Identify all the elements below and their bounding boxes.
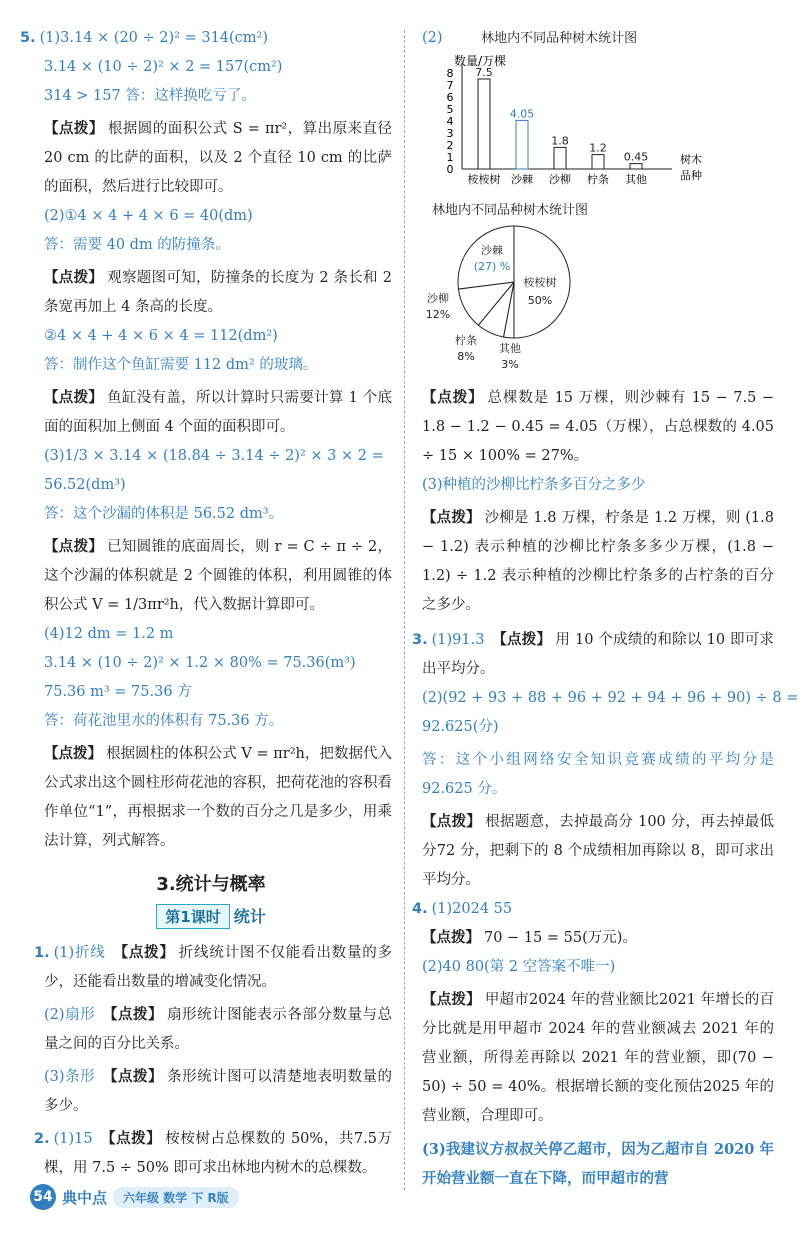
answer-line: 314 > 157 答：这样换吃亏了。 [44,88,256,104]
answer-line: (3)种植的沙柳比柠条多百分之多少 [422,477,646,493]
answer-line: 3.14 × (10 ÷ 2)² × 2 = 157(cm²) [44,59,283,75]
answer-line: (2)40 80(第 2 空答案不唯一) [422,959,616,975]
x-axis-label: 品种 [680,169,702,182]
answer-line: 92.625(分) [422,719,499,735]
question-block: 4. (1)2024 55 [412,901,513,917]
answer-sentence: 答：这个小组网络安全知识竞赛成绩的平均分是 92.625 分。 [422,752,774,797]
lesson-title: 统计 [233,907,266,926]
y-tick-label: 6 [446,91,454,104]
right-column [412,28,799,1197]
brand-logo: 典中点 [62,1188,108,1207]
pie-chart-title: 林地内不同品种树木统计图 [432,203,589,218]
sub-question-label: (2) [422,30,443,46]
y-tick-label: 2 [446,139,454,152]
tip-tag: 【点拨】 [44,121,104,137]
data-label: 1.2 [589,141,607,155]
slice-value: (27) % [473,260,511,273]
answer-line: (2)(92 + 93 + 88 + 96 + 92 + 94 + 96 + 90) ÷ 8 = [422,690,799,706]
x-tick-label: 柠条 [587,173,609,186]
tip-paragraph: 【点拨】 根据圆柱的体积公式 V = πr²h，把数据代入公式求出这个圆柱形荷花池的容积，把荷花池的容积看作单位“1”，再根据求一个数的百分之几是多少，用乘法计算，列式解答。 [44,746,393,849]
answer-line: (2)①4 × 4 + 4 × 6 = 40(dm) [44,208,253,224]
answer-line: 56.52(dm³) [44,477,126,493]
answer-sentence: 答：这个沙漏的体积是 56.52 dm³。 [44,506,284,522]
slice-label: 柠条 [455,334,477,347]
bar [630,164,642,169]
tip-paragraph: 【点拨】 70 − 15 = 55(万元)。 [422,930,637,946]
slice-value: 12% [425,308,451,321]
answer-line: 5. (1)3.14 × (20 ÷ 2)² = 314(cm²) [20,30,269,46]
slice-value: 3% [501,358,519,371]
x-tick-label: 桉桉树 [467,173,501,186]
tip-paragraph: 【点拨】 根据题意，去掉最高分 100 分，再去掉最低分72 分，把剩下的 8 个成绩相加再除以 8，即可求出平均分。 [422,814,774,888]
tip-paragraph: 【点拨】 根据圆的面积公式 S = πr²，算出原来直径 20 cm 的比萨的面积，以及 2 个直径 10 cm 的比萨的面积，然后进行比较即可。 [44,121,392,195]
bar [516,120,528,169]
tip-paragraph: 【点拨】 沙柳是 1.8 万棵，柠条是 1.2 万棵，则 (1.8 − 1.2) 表示种植的沙柳比柠条多多少万棵，(1.8 − 1.2) ÷ 1.2 表示种植的沙柳比柠条多的占柠条的百分之多少。 [422,510,774,613]
pie-slice [458,226,514,289]
y-tick-label: 7 [446,79,454,92]
x-tick-label: 沙棘 [511,173,533,186]
answer-line: (4)12 dm = 1.2 m [44,626,174,642]
tip-paragraph: 【点拨】 甲超市2024 年的营业额比2021 年增长的百分比就是用甲超市 2024 年的营业额减去 2021 年的营业额，所得差再除以 2021 年的营业额，即(70 − 50) ÷ 50 = 40%。根据增长额的变化预估2025 年的营业额，合理即可。 [422,992,774,1124]
page-number: 54 [30,1184,56,1210]
pie-chart [422,220,622,380]
x-tick-label: 其他 [625,173,647,186]
y-tick-label: 4 [446,115,454,128]
tip-paragraph: 【点拨】 鱼缸没有盖，所以计算时只需要计算 1 个底面的面积加上侧面 4 个面的面积即可。 [44,390,392,435]
data-label: 1.8 [551,134,569,148]
lesson-box: 第1课时 [156,904,229,929]
answer-sentence: (3)我建议方叔叔关停乙超市，因为乙超市自 2020 年开始营业额一直在下降，而甲超市的营 [422,1141,774,1187]
question-number: 5. [20,30,36,46]
question-block: (3)条形 【点拨】 条形统计图可以清楚地表明数量的多少。 [44,1069,393,1114]
chart-header [422,28,774,49]
answer-sentence: 答：需要 40 dm 的防撞条。 [44,237,230,253]
y-tick-label: 1 [446,151,454,164]
left-column [20,28,393,1187]
section-title: 3.统计与概率 [156,874,266,895]
bar [592,155,604,169]
bar [554,147,566,169]
y-tick-label: 0 [446,163,454,176]
question-block: 1. (1)折线 【点拨】 折线统计图不仅能看出数量的多少，还能看出数量的增减变化情况。 [34,945,393,990]
slice-label: 桉桉树 [523,276,557,289]
tip-paragraph: 【点拨】 已知圆锥的底面周长，则 r = C ÷ π ÷ 2，这个沙漏的体积就是 2 个圆锥的体积，利用圆锥的体积公式 V = 1/3πr²h，代入数据计算即可。 [44,539,393,613]
answer-line: 3.14 × (10 ÷ 2)² × 1.2 × 80% = 75.36(m³) [44,655,356,671]
slice-label: 沙棘 [481,244,503,257]
answer-line: (3)1/3 × 3.14 × (18.84 ÷ 3.14 ÷ 2)² × 3 × 2 = [44,448,384,464]
y-tick-label: 3 [446,127,454,140]
data-label: 0.45 [623,150,649,164]
page-footer [30,1182,239,1212]
slice-label: 沙柳 [427,292,449,305]
answer-sentence: 答：荷花池里水的体积有 75.36 方。 [44,713,284,729]
answer-line: ②4 × 4 + 4 × 6 × 4 = 112(dm²) [44,328,278,344]
data-label: 7.5 [475,66,493,79]
question-block: (2)扇形 【点拨】 扇形统计图能表示各部分数量与总量之间的百分比关系。 [44,1007,393,1052]
slice-value: 8% [457,350,475,363]
question-block: 3. (1)91.3 【点拨】 用 10 个成绩的和除以 10 即可求出平均分。 [412,632,774,677]
slice-value: 50% [527,294,553,307]
tip-paragraph: 【点拨】 总棵数是 15 万棵，则沙棘有 15 − 7.5 − 1.8 − 1.2 − 0.45 = 4.05（万棵），占总棵数的 4.05 ÷ 15 × 100% = 27%。 [422,390,775,464]
y-axis-label: 数量/万棵 [454,54,507,68]
x-tick-label: 沙柳 [549,173,571,186]
lesson-header [30,904,392,929]
y-tick-label: 5 [446,103,454,116]
tip-paragraph: 【点拨】 观察题图可知，防撞条的长度为 2 条长和 2 条宽再加上 4 条高的长度。 [44,270,392,315]
x-axis-label: 树木 [680,153,702,166]
question-block: 2. (1)15 【点拨】 桉桉树占总棵数的 50%，共7.5万棵，用 7.5 ÷ 50% 即可求出林地内树木的总棵数。 [34,1131,393,1176]
book-info: 六年级 数学 下 R版 [113,1187,239,1208]
answer-sentence: 答：制作这个鱼缸需要 112 dm² 的玻璃。 [44,357,318,373]
slice-label: 其他 [499,342,521,355]
answer-line: 75.36 m³ = 75.36 方 [44,684,192,700]
bar-chart [422,51,722,191]
y-tick-label: 8 [446,67,454,80]
bar [478,79,490,169]
bar-chart-title: 林地内不同品种树木统计图 [481,31,638,46]
column-divider [404,30,405,1190]
data-label: 4.05 [509,107,535,121]
